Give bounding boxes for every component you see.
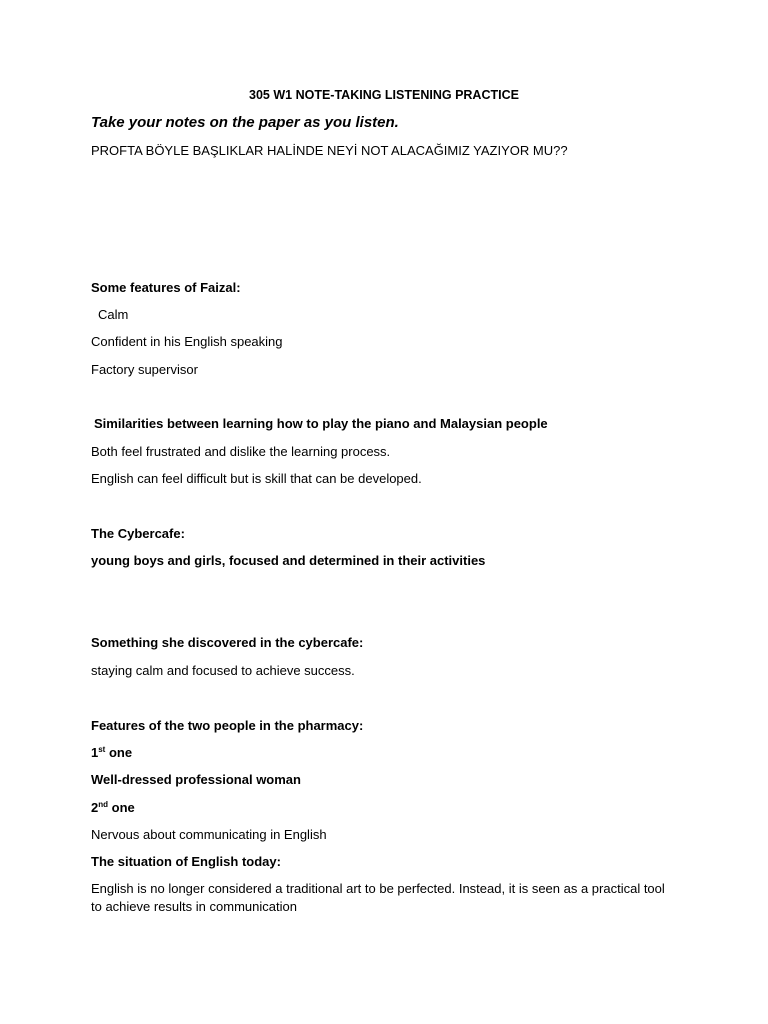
piano-heading: Similarities between learning how to play the piano and Malaysian people — [94, 416, 548, 431]
discovered-heading: Something she discovered in the cybercafe: — [91, 635, 364, 650]
ordinal-suffix: nd — [98, 800, 109, 809]
ordinal-number: 1 — [91, 745, 99, 760]
faizal-item: Calm — [98, 307, 129, 322]
piano-item: Both feel frustrated and dislike the learning process. — [91, 444, 391, 459]
faizal-heading: Some features of Faizal: — [91, 280, 241, 295]
discovered-item: staying calm and focused to achieve success. — [91, 663, 355, 678]
cybercafe-item: young boys and girls, focused and determined in their activities — [91, 553, 486, 568]
instruction-text: Take your notes on the paper as you listen. — [91, 114, 399, 131]
pharmacy-first-label — [91, 744, 132, 762]
pharmacy-second-label — [91, 799, 135, 817]
situation-heading: The situation of English today: — [91, 854, 281, 869]
pharmacy-second-desc: Nervous about communicating in English — [91, 827, 327, 842]
piano-item: English can feel difficult but is skill that can be developed. — [91, 471, 422, 486]
question-text: PROFTA BÖYLE BAŞLIKLAR HALİNDE NEYİ NOT ALACAĞIMIZ YAZIYOR MU?? — [91, 143, 568, 158]
ordinal-number: 2 — [91, 800, 99, 815]
ordinal-suffix: st — [98, 745, 106, 754]
ordinal-word: one — [105, 745, 133, 760]
ordinal-word: one — [108, 800, 135, 815]
cybercafe-heading: The Cybercafe: — [91, 526, 185, 541]
situation-text: English is no longer considered a traditional art to be perfected. Instead, it is seen as a practical tool to achieve results in communication — [91, 881, 665, 914]
faizal-item: Factory supervisor — [91, 362, 198, 377]
document-title: 305 W1 NOTE-TAKING LISTENING PRACTICE — [249, 88, 519, 102]
pharmacy-first-desc: Well-dressed professional woman — [91, 772, 301, 787]
faizal-item: Confident in his English speaking — [91, 334, 283, 349]
pharmacy-heading: Features of the two people in the pharmacy: — [91, 718, 364, 733]
